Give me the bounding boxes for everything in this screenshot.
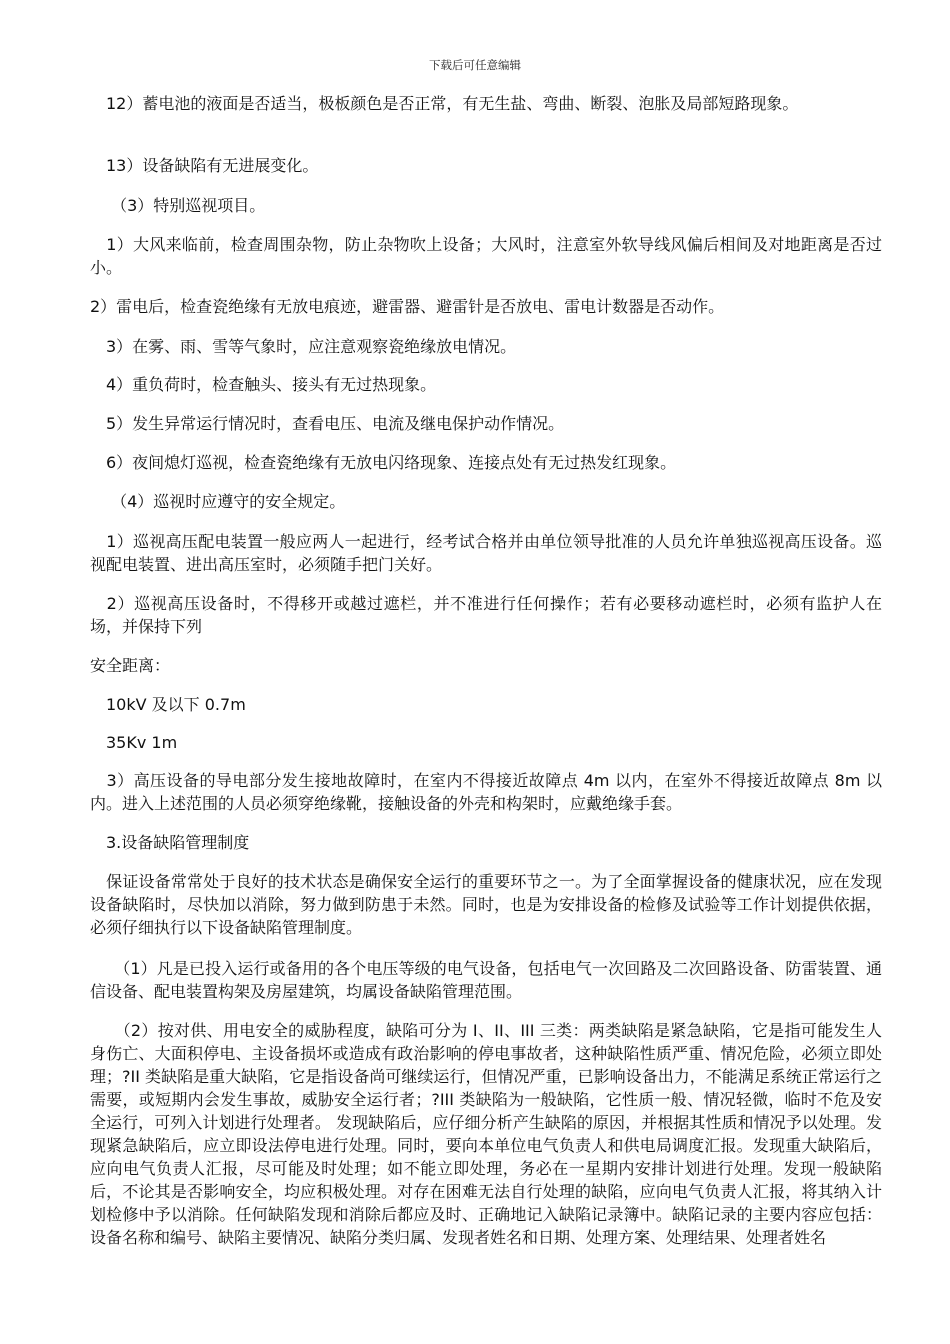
paragraph: 2）巡视高压设备时，不得移开或越过遮栏，并不准进行任何操作；若有必要移动遮栏时，必须有监护人在场，并保持下列 (90, 594, 882, 636)
section-heading: 3.设备缺陷管理制度 (90, 833, 250, 852)
paragraph: （2）按对供、用电安全的威胁程度，缺陷可分为 I、II、III 三类：两类缺陷是紧急缺陷，它是指可能发生人身伤亡、大面积停电、主设备损坏或造成有政治影响的停电事故者，这种缺陷性质严重、情况危险，必须立即处理；?II 类缺陷是重大缺陷，它是指设备尚可继续运行，但情况严重，已影响设备出力，不能满足系统正常运行之需要，或短期内会发生事故，威胁安全运行者；?III 类缺陷为一般缺陷，它性质一般、情况轻微，临时不危及安全运行，可列入计划进行处理者。 发现缺陷后，应仔细分析产生缺陷的原因，并根据其性质和情况予以处理。发现紧急缺陷后，应立即设法停电进行处理。同时，要向本单位电气负责人和供电局调度汇报。发现重大缺陷后，应向电气负责人汇报，尽可能及时处理；如不能立即处理，务必在一星期内安排计划进行处理。发现一般缺陷后，不论其是否影响安全，均应积极处理。对存在困难无法自行处理的缺陷，应向电气负责人汇报，将其纳入计划检修中予以消除。任何缺陷发现和消除后都应及时、正确地记入缺陷记录簿中。缺陷记录的主要内容应包括：设备名称和编号、缺陷主要情况、缺陷分类归属、发现者姓名和日期、处理方案、处理结果、处理者姓名 (90, 1021, 882, 1247)
paragraph: 12）蓄电池的液面是否适当，极板颜色是否正常，有无生盐、弯曲、断裂、泡胀及局部短路现象。 (90, 94, 799, 113)
paragraph: （1）凡是已投入运行或备用的各个电压等级的电气设备，包括电气一次回路及二次回路设备、防雷装置、通信设备、配电装置构架及房屋建筑，均属设备缺陷管理范围。 (90, 959, 882, 1001)
paragraph: （3）特别巡视项目。 (90, 196, 266, 215)
paragraph: 4）重负荷时，检查触头、接头有无过热现象。 (90, 375, 437, 394)
page-header: 下载后可任意编辑 (429, 58, 521, 72)
paragraph: 3）在雾、雨、雪等气象时，应注意观察瓷绝缘放电情况。 (90, 337, 517, 356)
paragraph: 3）高压设备的导电部分发生接地故障时，在室内不得接近故障点 4m 以内，在室外不得接近故障点 8m 以内。进入上述范围的人员必须穿绝缘靴，接触设备的外壳和构架时，应戴绝缘手套。 (90, 771, 882, 813)
paragraph: 1）大风来临前，检查周围杂物，防止杂物吹上设备；大风时，注意室外软导线风偏后相间及对地距离是否过小。 (90, 235, 882, 277)
paragraph: 1）巡视高压配电装置一般应两人一起进行，经考试合格并由单位领导批准的人员允许单独巡视高压设备。巡视配电装置、进出高压室时，必须随手把门关好。 (90, 532, 882, 574)
paragraph: 2）雷电后，检查瓷绝缘有无放电痕迹，避雷器、避雷针是否放电、雷电计数器是否动作。 (90, 297, 725, 316)
paragraph: 35Kv 1m (90, 733, 178, 752)
paragraph: 10kV 及以下 0.7m (90, 695, 246, 714)
paragraph: 保证设备常常处于良好的技术状态是确保安全运行的重要环节之一。为了全面掌握设备的健康状况，应在发现设备缺陷时，尽快加以消除，努力做到防患于未然。同时，也是为安排设备的检修及试验等工作计划提供依据，必须仔细执行以下设备缺陷管理制度。 (90, 872, 882, 937)
paragraph: 5）发生异常运行情况时，查看电压、电流及继电保护动作情况。 (90, 414, 565, 433)
paragraph: （4）巡视时应遵守的安全规定。 (90, 492, 346, 511)
paragraph: 安全距离： (90, 656, 171, 675)
paragraph: 6）夜间熄灯巡视，检查瓷绝缘有无放电闪络现象、连接点处有无过热发红现象。 (90, 453, 677, 472)
paragraph: 13）设备缺陷有无进展变化。 (90, 156, 319, 175)
